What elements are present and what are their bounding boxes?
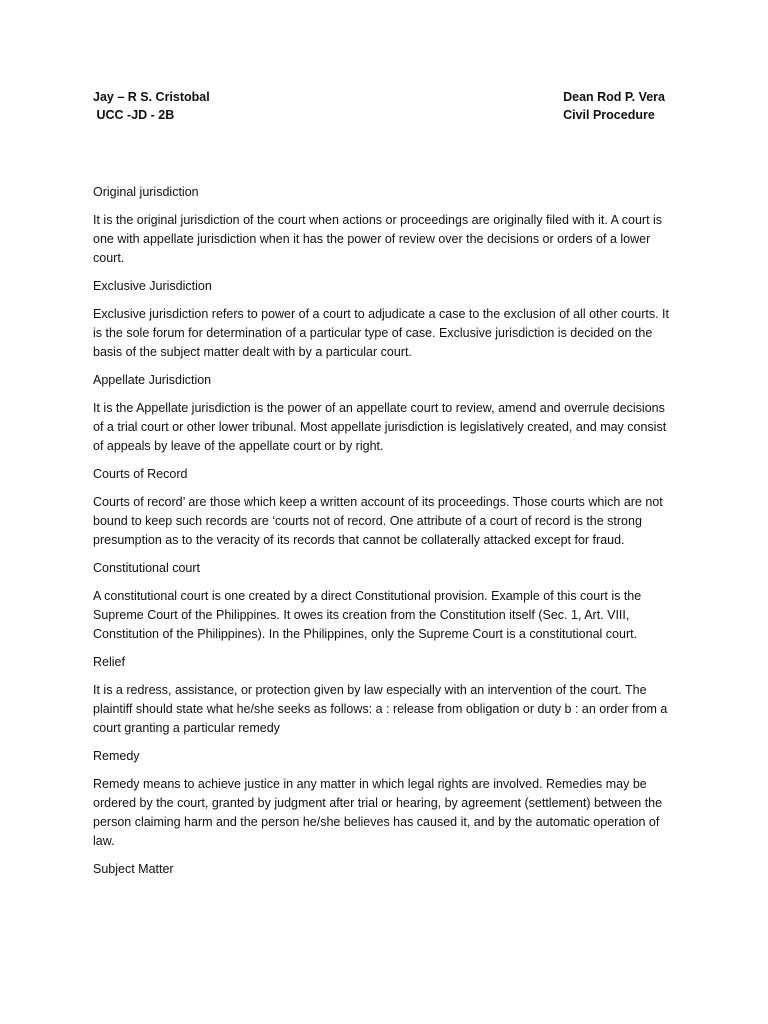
section-paragraph: It is the Appellate jurisdiction is the power of an appellate court to review, amend and overrule decisions of a trial court or other lower tribunal. Most appellate jurisdiction is legislatively created, and may consist of appeals by leave of the appellate court or by right. [93, 401, 667, 453]
instructor-name: Dean Rod P. Vera [563, 90, 665, 104]
section-paragraph: Remedy means to achieve justice in any matter in which legal rights are involved. Remedies may be ordered by the court, granted by judgment after trial or hearing, by agreement (settlement) between the person claiming harm and the person he/she believes has caused it, and by the automatic operation of law. [93, 777, 663, 848]
section-exclusive-jurisdiction [93, 277, 676, 362]
student-name: Jay – R S. Cristobal [93, 90, 210, 104]
section-heading: Constitutional court [93, 561, 201, 575]
section-paragraph: Exclusive jurisdiction refers to power of a court to adjudicate a case to the exclusion of all other courts. It is the sole forum for determination of a particular type of case. Exclusive jurisdiction is decided on the basis of the subject matter dealt with by a particular court. [93, 307, 669, 359]
section-courts-of-record [93, 465, 676, 550]
section-heading: Original jurisdiction [93, 185, 199, 199]
student-section: UCC -JD - 2B [93, 108, 175, 122]
section-subject-matter [93, 860, 676, 879]
section-heading: Relief [93, 655, 125, 669]
document-body [93, 183, 676, 879]
section-heading: Exclusive Jurisdiction [93, 279, 212, 293]
document-header [93, 88, 676, 124]
section-original-jurisdiction [93, 183, 676, 268]
section-heading: Appellate Jurisdiction [93, 373, 212, 387]
section-heading: Remedy [93, 749, 140, 763]
course-info [563, 88, 676, 124]
section-heading: Subject Matter [93, 862, 174, 876]
section-paragraph: A constitutional court is one created by a direct Constitutional provision. Example of this court is the Supreme Court of the Philippines. It owes its creation from the Constitution itself (Sec. 1, Art. VIII, Constitution of the Philippines). In the Philippines, only the Supreme Court is a constitutional court. [93, 589, 642, 641]
section-paragraph: It is a redress, assistance, or protection given by law especially with an intervention of the court. The plaintiff should state what he/she seeks as follows: a : release from obligation or duty b : an order from a court granting a particular remedy [93, 683, 668, 735]
section-paragraph: Courts of record’ are those which keep a written account of its proceedings. Those courts which are not bound to keep such records are ‘courts not of record. One attribute of a court of record is the strong presumption as to the veracity of its records that cannot be collaterally attacked except for fraud. [93, 495, 663, 547]
section-constitutional-court [93, 559, 676, 644]
section-heading: Courts of Record [93, 467, 188, 481]
student-info [93, 88, 210, 124]
section-paragraph: It is the original jurisdiction of the court when actions or proceedings are originally filed with it. A court is one with appellate jurisdiction when it has the power of review over the decisions or orders of a lower court. [93, 213, 663, 265]
section-remedy [93, 747, 676, 851]
section-appellate-jurisdiction [93, 371, 676, 456]
course-name: Civil Procedure [563, 108, 655, 122]
section-relief [93, 653, 676, 738]
